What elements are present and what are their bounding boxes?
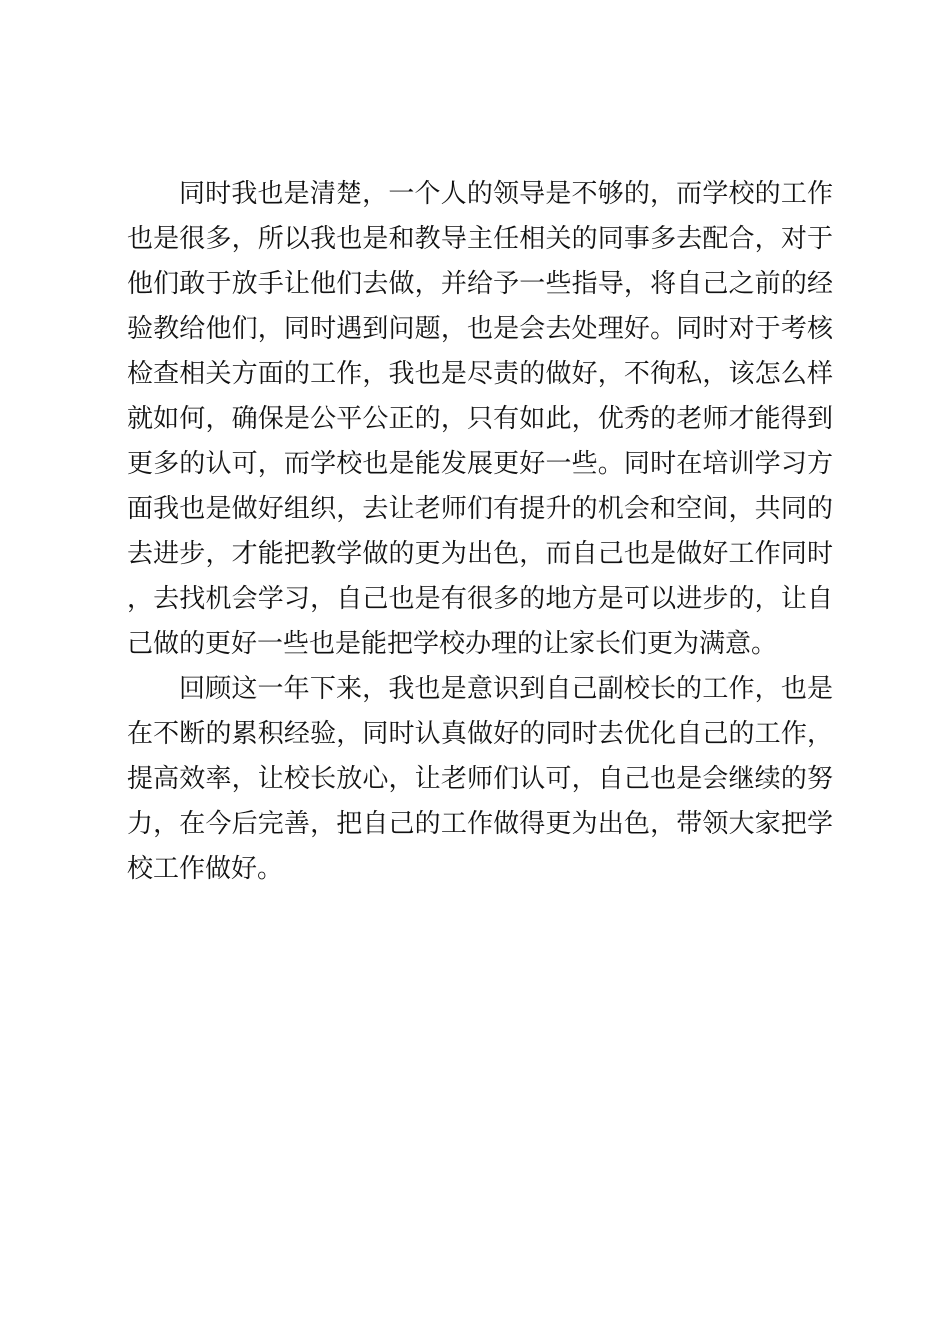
document-body xyxy=(127,172,833,892)
paragraph-1: 同时我也是清楚，一个人的领导是不够的，而学校的工作也是很多，所以我也是和教导主任相关的同事多去配合，对于他们敢于放手让他们去做，并给予一些指导，将自己之前的经验教给他们，同时遇到问题，也是会去处理好。同时对于考核检查相关方面的工作，我也是尽责的做好，不徇私，该怎么样就如何，确保是公平公正的，只有如此，优秀的老师才能得到更多的认可，而学校也是能发展更好一些。同时在培训学习方面我也是做好组织，去让老师们有提升的机会和空间，共同的去进步，才能把教学做的更为出色，而自己也是做好工作同时，去找机会学习，自己也是有很多的地方是可以进步的，让自己做的更好一些也是能把学校办理的让家长们更为满意。 xyxy=(127,179,833,659)
paragraph-2: 回顾这一年下来，我也是意识到自己副校长的工作，也是在不断的累积经验，同时认真做好的同时去优化自己的工作，提高效率，让校长放心，让老师们认可，自己也是会继续的努力，在今后完善，把自己的工作做得更为出色，带领大家把学校工作做好。 xyxy=(127,674,833,884)
